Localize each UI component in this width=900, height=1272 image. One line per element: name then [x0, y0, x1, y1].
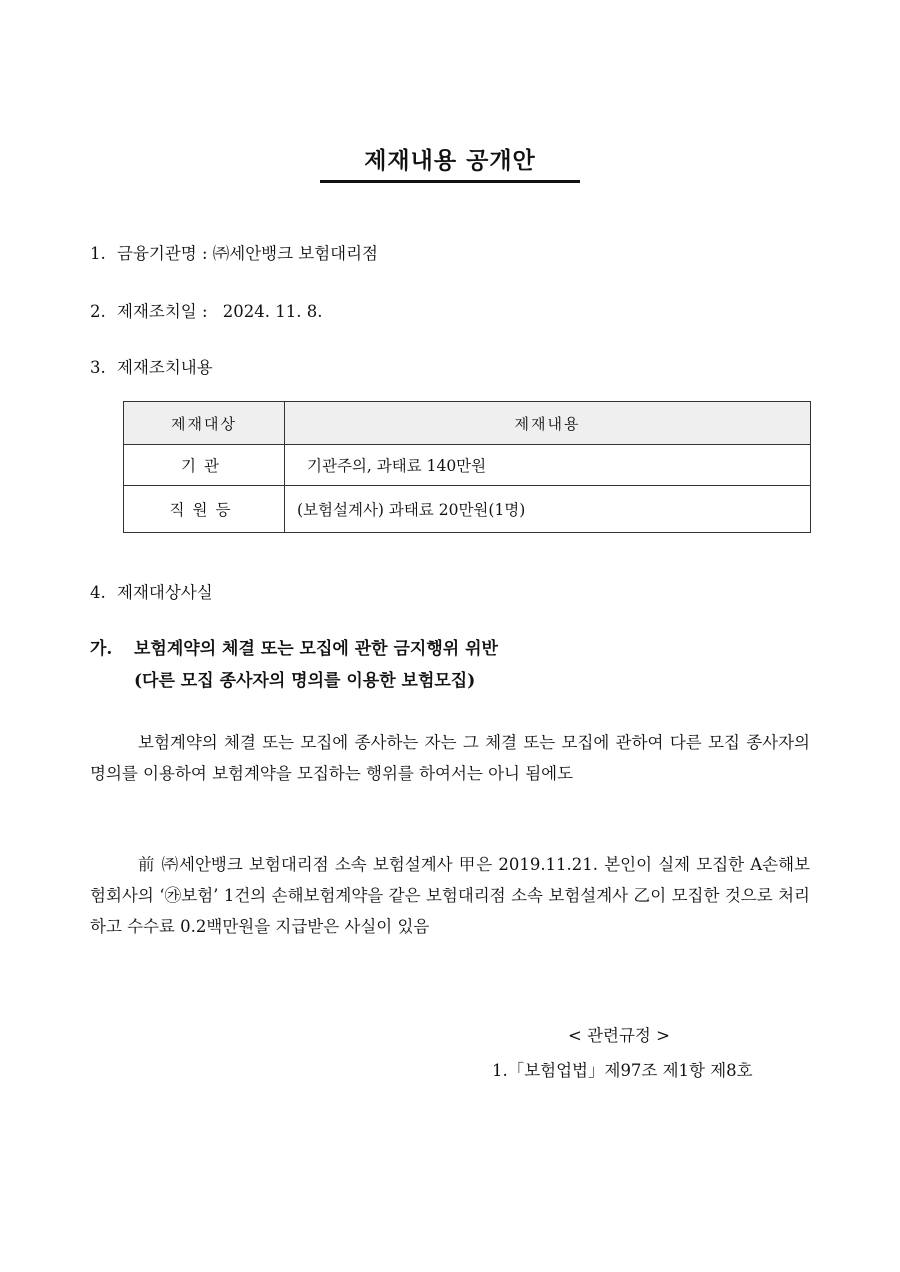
section-number: 1. [90, 244, 106, 263]
table-header: 제재대상 [124, 402, 285, 445]
title-underline [320, 180, 580, 183]
section-measures [90, 357, 213, 379]
paragraph-text: 보험계약의 체결 또는 모집에 종사하는 자는 그 체결 또는 모집에 관하여 다른 모집 종사자의 명의를 이용하여 보험계약을 모집하는 행위를 하여서는 아니 됨에도 [90, 733, 810, 783]
section-facts [90, 582, 213, 604]
table-row [124, 445, 811, 486]
sanction-table [123, 401, 811, 533]
section-date [90, 301, 322, 323]
section-number: 3. [90, 358, 106, 377]
table-cell-target: 직원등 [124, 486, 285, 533]
violation-subheading: (다른 모집 종사자의 명의를 이용한 보험모집) [134, 671, 476, 691]
section-label: 제재조치일 : [117, 302, 208, 321]
section-label: 제재조치내용 [117, 358, 213, 377]
table-cell-target: 기관 [124, 445, 285, 486]
regulations-title: < 관련규정 > [568, 1026, 670, 1045]
paragraph-text: 前 ㈜세안뱅크 보험대리점 소속 보험설계사 甲은 2019.11.21. 본인이 실제 모집한 A손해보험회사의 ‘㉮보험’ 1건의 손해보험계약을 같은 보험대리점 소속 보험설계사 乙이 모집한 것으로 처리하고 수수료 0.2백만원을 지급받은 사실이 있음 [90, 855, 810, 936]
table-row [124, 486, 811, 533]
violation-paragraph-1 [90, 727, 810, 789]
table-cell-content: (보험설계사) 과태료 20만원(1명) [285, 486, 811, 533]
sanction-date: 2024. 11. 8. [222, 302, 323, 321]
section-number: 2. [90, 302, 106, 321]
regulation-item: 1.「보험업법」제97조 제1항 제8호 [492, 1061, 753, 1080]
table-header: 제재내용 [285, 402, 811, 445]
section-label: 금융기관명 : [117, 244, 208, 263]
section-label: 제재대상사실 [117, 583, 213, 602]
violation-heading [90, 636, 498, 662]
violation-marker: 가. [90, 639, 113, 659]
document-title: 제재내용 공개안 [364, 148, 536, 174]
violation-paragraph-2 [90, 849, 810, 942]
table-cell-content: 기관주의, 과태료 140만원 [285, 445, 811, 486]
section-institution [90, 243, 378, 265]
table-header-row [124, 402, 811, 445]
violation-heading-text: 보험계약의 체결 또는 모집에 관한 금지행위 위반 [134, 639, 498, 659]
institution-name: ㈜세안뱅크 보험대리점 [212, 244, 378, 263]
section-number: 4. [90, 583, 106, 602]
